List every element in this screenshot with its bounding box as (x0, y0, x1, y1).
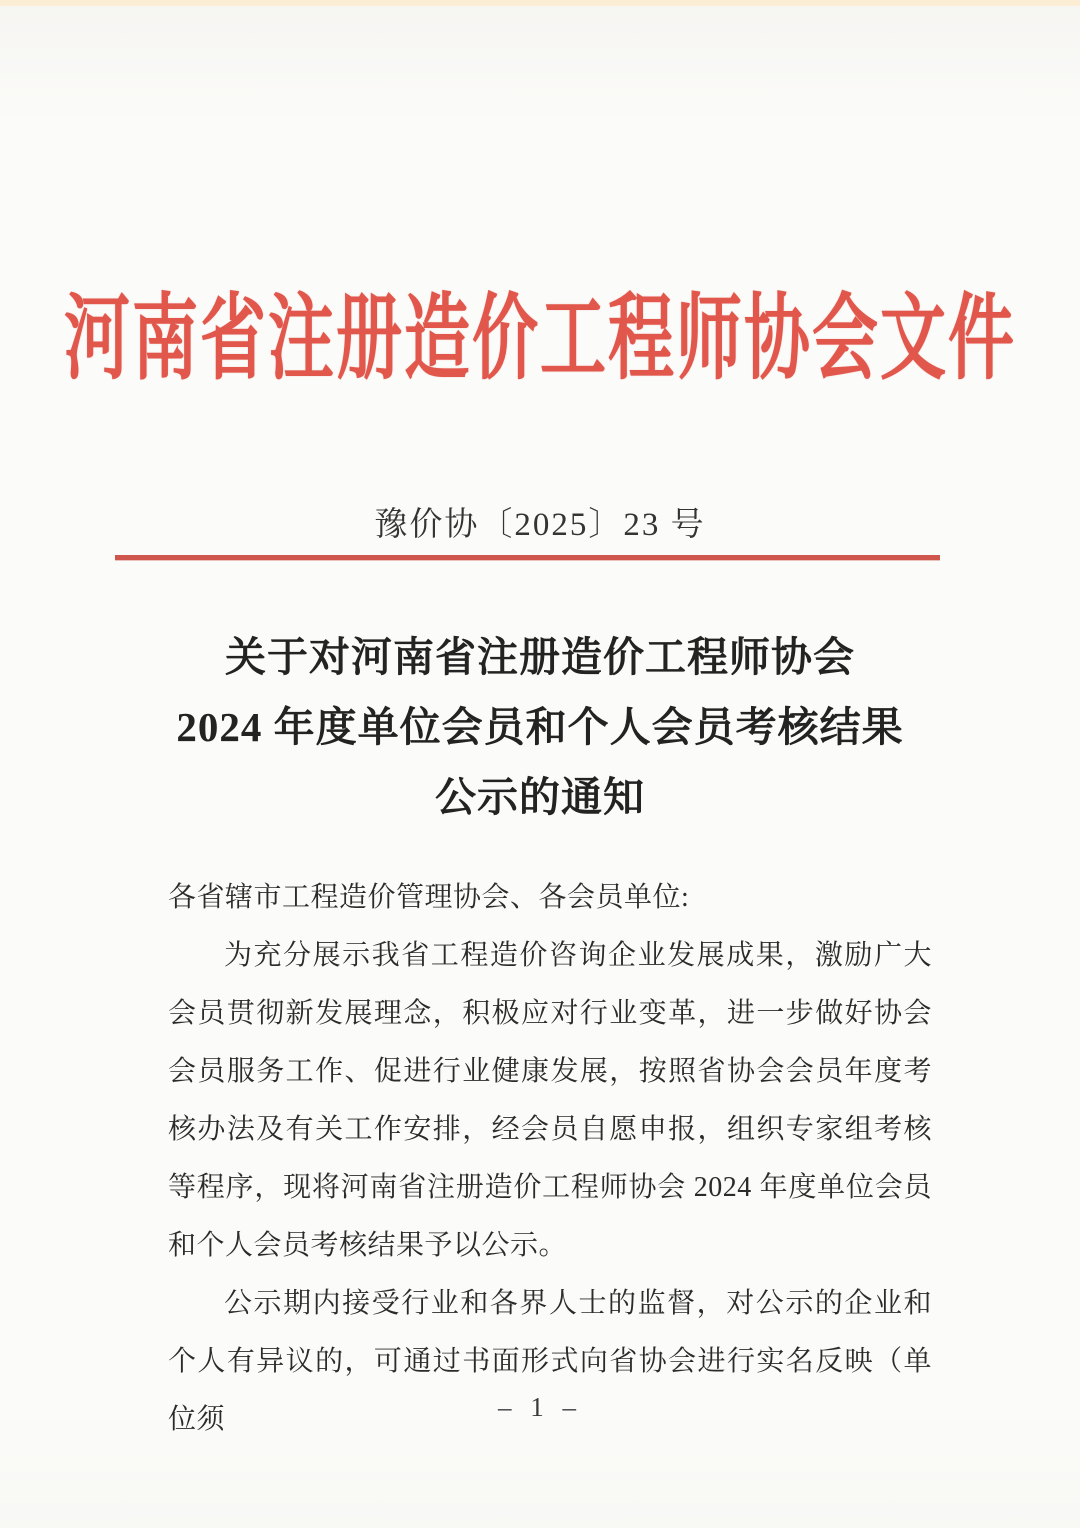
scan-edge-strip (0, 0, 1080, 6)
notice-title-line-3: 公示的通知 (435, 774, 645, 820)
document-number: 豫价协〔2025〕23 号 (374, 507, 706, 543)
red-divider-line (115, 555, 940, 560)
body-paragraph-1: 为充分展示我省工程造价咨询企业发展成果，激励广大会员贯彻新发展理念，积极应对行业变革，进一步做好协会会员服务工作、促进行业健康发展，按照省协会会员年度考核办法及有关工作安排，经会员自愿申报，组织专家组考核等程序，现将河南省注册造价工程师协会 2024 年度单位会员和个人会员考核结果予以公示。 (168, 940, 932, 1261)
body-paragraph-2: 公示期内接受行业和各界人士的监督，对公示的企业和个人有异议的，可通过书面形式向省协会进行实名反映（单位须 (168, 1288, 932, 1435)
salutation-line: 各省辖市工程造价管理协会、各会员单位: (168, 882, 690, 913)
page-number: – 1 – (498, 1392, 582, 1422)
document-body (168, 869, 932, 1449)
notice-title-line-2: 2024 年度单位会员和个人会员考核结果 (176, 704, 904, 750)
notice-title-line-1: 关于对河南省注册造价工程师协会 (225, 634, 855, 680)
letterhead-org-title: 河南省注册造价工程师协会文件 (64, 288, 1016, 392)
notice-title (0, 622, 1080, 832)
